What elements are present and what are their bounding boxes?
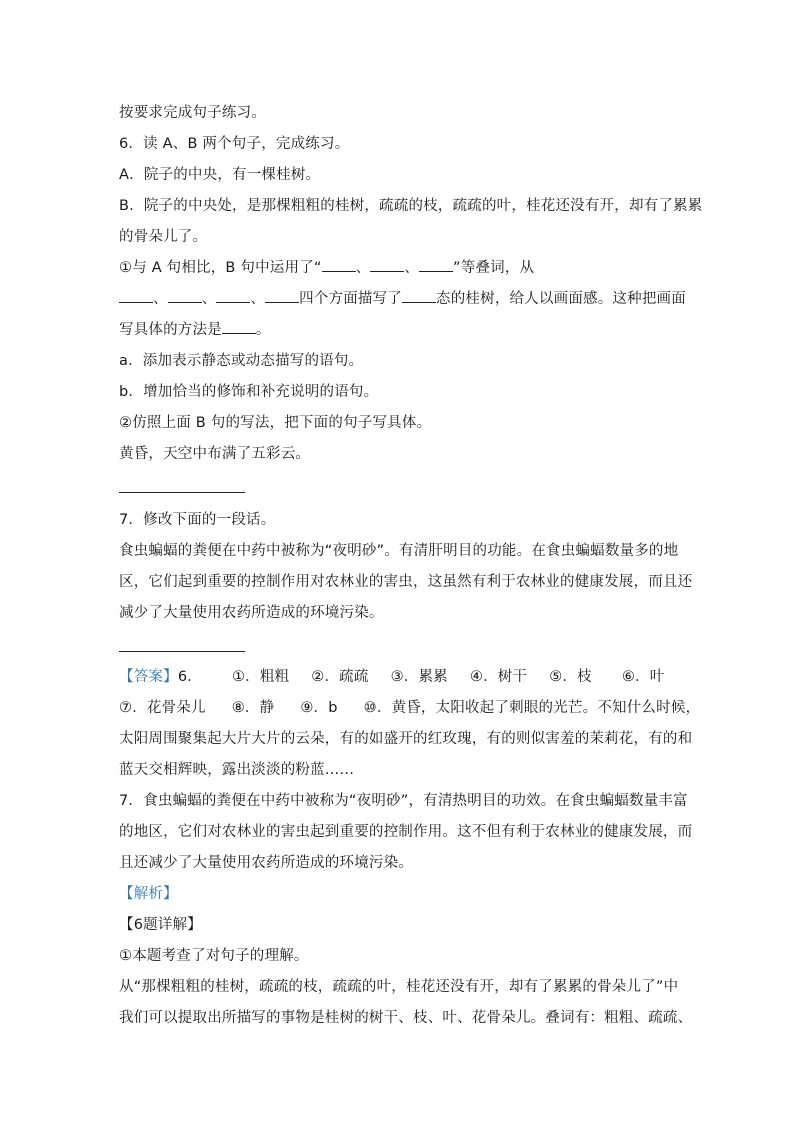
q6-sentence-b-line1: B．院子的中央处，是那棵粗粗的桂树，疏疏的枝，疏疏的叶，桂花还没有开，却有了累累	[119, 198, 703, 214]
q6-sub1-text: 写具体的方法是	[119, 322, 222, 338]
q6-sub2: ②仿照上面 B 句的写法，把下面的句子写具体。	[119, 415, 432, 431]
q6-sub1-text: ①与 A 句相比，B 句中运用了“	[119, 260, 322, 276]
answer-number: 6．	[177, 669, 202, 685]
q6-sub1-line1	[119, 253, 689, 284]
q6-sentence-a: A．院子的中央，有一棵桂树。	[119, 167, 321, 183]
answer-item: ⑨．b	[300, 700, 338, 716]
analysis-line1: ①本题考查了对句子的理解。	[119, 948, 309, 964]
answer-blank[interactable]	[222, 317, 256, 334]
q7-paragraph-line3: 减少了大量使用农药所造成的环境污染。	[119, 605, 384, 621]
q6-sub1-text: ”等叠词，从	[453, 260, 535, 276]
answer-blank[interactable]	[119, 286, 153, 303]
analysis-line3: 我们可以提取出所描写的事物是桂树的树干、枝、叶、花骨朵儿。叠词有：粗粗、疏疏、	[119, 1010, 693, 1026]
answer-blank[interactable]	[322, 255, 356, 272]
q6-title: 6．读 A、B 两个句子，完成练习。	[119, 136, 350, 152]
answer-item: ⑧．静	[231, 700, 275, 716]
answer-q7-line1: 7．食虫蝙蝠的粪便在中药中被称为“夜明砂”，有清热明目的功效。在食虫蝙蝠数量丰富	[119, 793, 688, 809]
analysis-line2: 从“那棵粗粗的桂树，疏疏的枝，疏疏的叶，桂花还没有开，却有了累累的骨朵儿了”中	[119, 979, 679, 995]
separator: 、	[153, 291, 168, 307]
answer-item: ⑥．叶	[621, 669, 665, 685]
answer-item: ⑦．花骨朵儿	[119, 700, 206, 716]
answer-blank[interactable]	[168, 286, 202, 303]
answer-item: ③．累累	[390, 669, 448, 685]
q6-sub1-text: 。	[255, 322, 271, 338]
q7-paragraph-line2: 区，它们起到重要的控制作用对农林业的害虫，这虽然有利于农林业的健康发展，而且还	[119, 574, 693, 590]
separator: 、	[201, 291, 217, 307]
answer-label: 【答案】	[119, 669, 178, 685]
separator: 、	[250, 291, 266, 307]
answer-item: ④．树干	[469, 669, 528, 685]
intro-text: 按要求完成句子练习。	[119, 105, 266, 121]
answer-blank[interactable]	[370, 255, 404, 272]
separator: 、	[404, 260, 420, 276]
analysis-section-title: 【6题详解】	[119, 917, 202, 933]
separator: 、	[355, 260, 371, 276]
q6-sub1-text: 四个方面描写了	[299, 291, 403, 307]
q6-sub1-line3	[119, 315, 689, 346]
q7-paragraph-line1: 食虫蝙蝠的粪便在中药中被称为“夜明砂”。有清肝明目的功能。在食虫蝙蝠数量多的地	[119, 543, 679, 559]
answer-line4: 蓝天交相辉映，露出淡淡的粉蓝……	[119, 762, 355, 778]
answer-item: ①．粗粗	[231, 669, 290, 685]
answer-line1	[119, 662, 689, 693]
q6-sub1-text: 态的桂树，给人以画面感。这种把画面	[436, 291, 686, 307]
answer-line3: 太阳周围聚集起大片大片的云朵，有的如盛开的红玫瑰，有的则似害羞的茉莉花，有的和	[119, 731, 693, 747]
answer-blank[interactable]	[402, 286, 436, 303]
analysis-label: 【解析】	[119, 886, 178, 902]
q6-sub1-line2	[119, 284, 689, 315]
q7-title: 7．修改下面的一段话。	[119, 512, 276, 528]
answer-blank[interactable]	[265, 286, 299, 303]
q6-sub2-sentence: 黄昏，天空中布满了五彩云。	[119, 446, 311, 462]
document-page	[119, 98, 703, 1034]
answer-item: ②．疏疏	[311, 669, 369, 685]
answer-blank[interactable]	[419, 255, 453, 272]
q6-option-b: b．增加恰当的修饰和补充说明的语句。	[119, 384, 379, 400]
answer-item: ⑤．枝	[549, 669, 592, 685]
answer-q7-line2: 的地区，它们对农林业的害虫起到重要的控制作用。这不但有利于农林业的健康发展，而	[119, 824, 693, 840]
answer-line2	[119, 693, 701, 724]
q6-option-a: a．添加表示静态或动态描写的语句。	[119, 353, 364, 369]
answer-q7-line3: 且还减少了大量使用农药所造成的环境污染。	[119, 855, 413, 871]
answer-item: ⑩．黄昏，太阳收起了刺眼的光芒。不知什么时候，	[363, 700, 701, 716]
answer-blank[interactable]	[216, 286, 250, 303]
q6-sentence-b-line2: 的骨朵儿了。	[119, 229, 208, 245]
